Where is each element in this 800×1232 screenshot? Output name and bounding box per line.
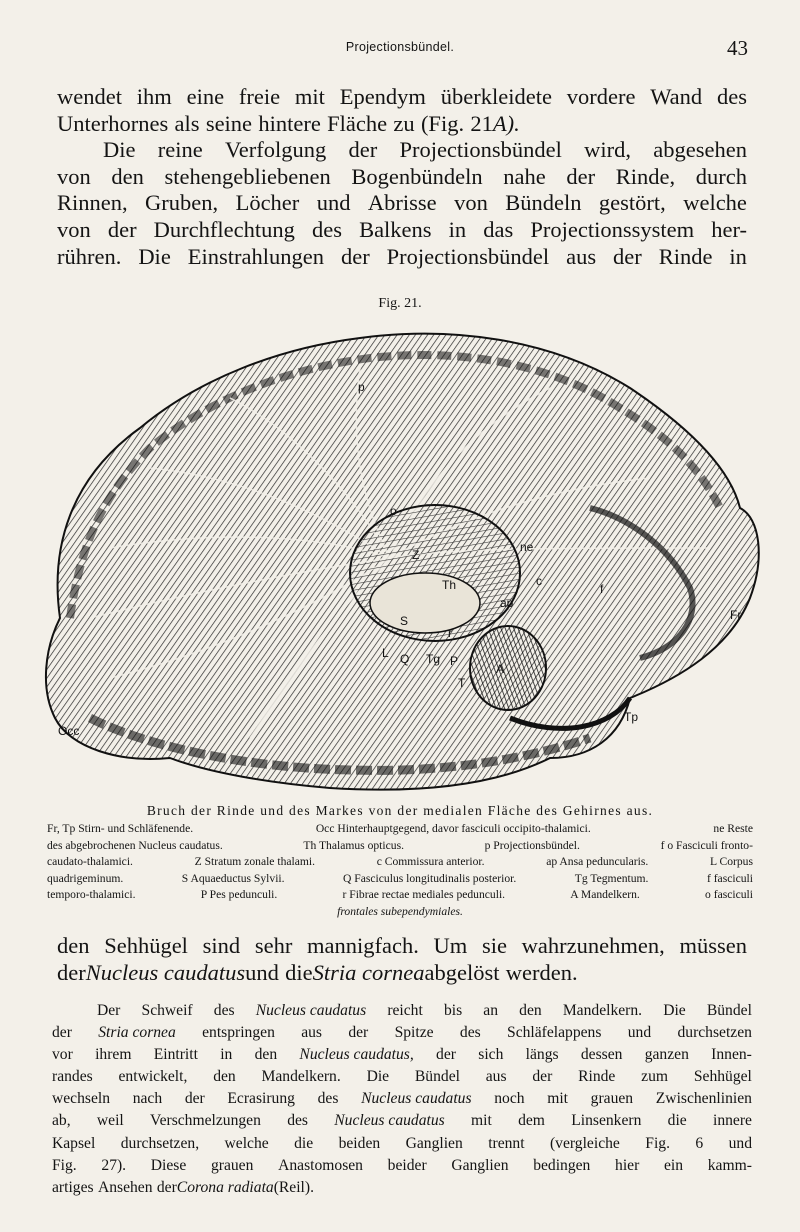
text-line: Kapsel durchsetzen, welche die beiden Ganglien trennt (vergleiche Fig. 6 und bbox=[52, 1134, 752, 1152]
page-number: 43 bbox=[727, 36, 748, 60]
figure-label: Fig. 21. bbox=[378, 296, 422, 311]
tag-tg: Tg bbox=[426, 652, 441, 666]
caption-line: caudato-thalamici. Z Stratum zonale thalami. c Commissura anterior. ap Ansa peduncularis. L Corpus bbox=[47, 855, 753, 868]
caption-line: frontales subependymiales. bbox=[337, 904, 463, 918]
tag-l: L bbox=[382, 646, 389, 660]
tag-ap: ap bbox=[500, 596, 514, 610]
text-line: wechseln nach der Ecrasirung des Nucleus caudatus noch mit grauen Zwischenlinien bbox=[52, 1090, 752, 1108]
tag-q: Q bbox=[400, 652, 410, 666]
text-line: rühren. Die Einstrahlungen der Projectionsbündel aus der Rinde in bbox=[57, 243, 747, 269]
tag-tp: Tp bbox=[624, 710, 639, 724]
tag-t: T bbox=[458, 676, 466, 690]
text-line: der Stria cornea entspringen aus der Spitze des Schläfelappens und durchsetzen bbox=[52, 1024, 752, 1042]
tag-s: S bbox=[400, 614, 409, 628]
text-line: Die reine Verfolgung der Projectionsbündel wird, abgesehen bbox=[103, 137, 747, 163]
text-line: Rinnen, Gruben, Löcher und Abrisse von Bündeln gestört, welche bbox=[57, 190, 747, 216]
text-line: den Sehhügel sind sehr mannigfach. Um sie wahrzunehmen, müssen bbox=[57, 933, 747, 958]
tag-c: c bbox=[536, 574, 542, 588]
running-title: Projectionsbündel. bbox=[345, 40, 455, 54]
text-line: randes entwickelt, den Mandelkern. Die Bündel aus der Rinde zum Sehhügel bbox=[52, 1068, 752, 1086]
figure-caption bbox=[47, 800, 753, 920]
tag-f: f bbox=[600, 582, 604, 596]
text-line: von der Durchflechtung des Balkens in das Projectionssystem her- bbox=[57, 216, 747, 242]
tag-o: o bbox=[390, 504, 397, 518]
caption-line: quadrigeminum. S Aquaeductus Sylvii. Q Fasciculus longitudinalis posterior. Tg Tegmentum. f fasciculi bbox=[47, 871, 753, 885]
caption-line: temporo-thalamici. P Pes pedunculi. r Fibrae rectae mediales pedunculi. A Mandelkern. o fasciculi bbox=[47, 888, 753, 901]
text-line: wendet ihm eine freie mit Ependym überkleidete vordere Wand des bbox=[57, 84, 747, 109]
tag-r: r bbox=[448, 626, 452, 640]
caption-line: des abgebrochenen Nucleus caudatus. Th Thalamus opticus. p Projectionsbündel. f o Fasciculi fronto- bbox=[47, 838, 753, 852]
text-line: ab, weil Verschmelzungen des Nucleus caudatus mit dem Linsenkern die innere bbox=[52, 1112, 752, 1130]
text-line: der Nucleus caudatus und die Stria cornea abgelöst werden. bbox=[57, 959, 578, 985]
tag-occ: Occ bbox=[58, 724, 80, 738]
tag-a: A bbox=[496, 662, 505, 676]
brain-engraving bbox=[30, 318, 770, 798]
text-line: Der Schweif des Nucleus caudatus reicht bis an den Mandelkern. Die Bündel bbox=[97, 1002, 752, 1019]
text-line: vor ihrem Eintritt in den Nucleus caudatus, der sich längs dessen ganzen Innen- bbox=[52, 1046, 752, 1064]
text-line: Unterhornes als seine hintere Fläche zu (Fig. 21 A). bbox=[57, 110, 520, 136]
tag-pp: P bbox=[450, 654, 459, 668]
caption-line: Fr, Tp Stirn- und Schläfenende. Occ Hinterhauptgegend, davor fasciculi occipito-thalamici. ne Reste bbox=[47, 822, 753, 835]
tag-z: Z bbox=[412, 548, 420, 562]
running-head bbox=[52, 38, 748, 60]
text-line: artiges Ansehen der Corona radiata (Reil). bbox=[52, 1178, 314, 1196]
text-line: von den stehengebliebenen Bogenbündeln nahe der Rinde, durch bbox=[57, 163, 747, 189]
top-paragraph bbox=[57, 84, 747, 270]
caption-title: Bruch der Rinde und des Markes von der medialen Fläche des Gehirnes aus. bbox=[146, 803, 654, 818]
brain-illustration bbox=[30, 318, 770, 798]
small-paragraph bbox=[52, 1000, 752, 1199]
tag-ne: ne bbox=[520, 540, 534, 554]
tag-p: p bbox=[358, 380, 365, 394]
tag-th: Th bbox=[442, 578, 457, 592]
amygdala-shape bbox=[470, 626, 546, 710]
text-line: Fig. 27). Diese grauen Anastomosen beider Ganglien bedingen hier ein kamm- bbox=[52, 1156, 752, 1174]
after-figure-paragraph bbox=[57, 933, 747, 986]
tag-fr: Fr bbox=[730, 608, 742, 622]
